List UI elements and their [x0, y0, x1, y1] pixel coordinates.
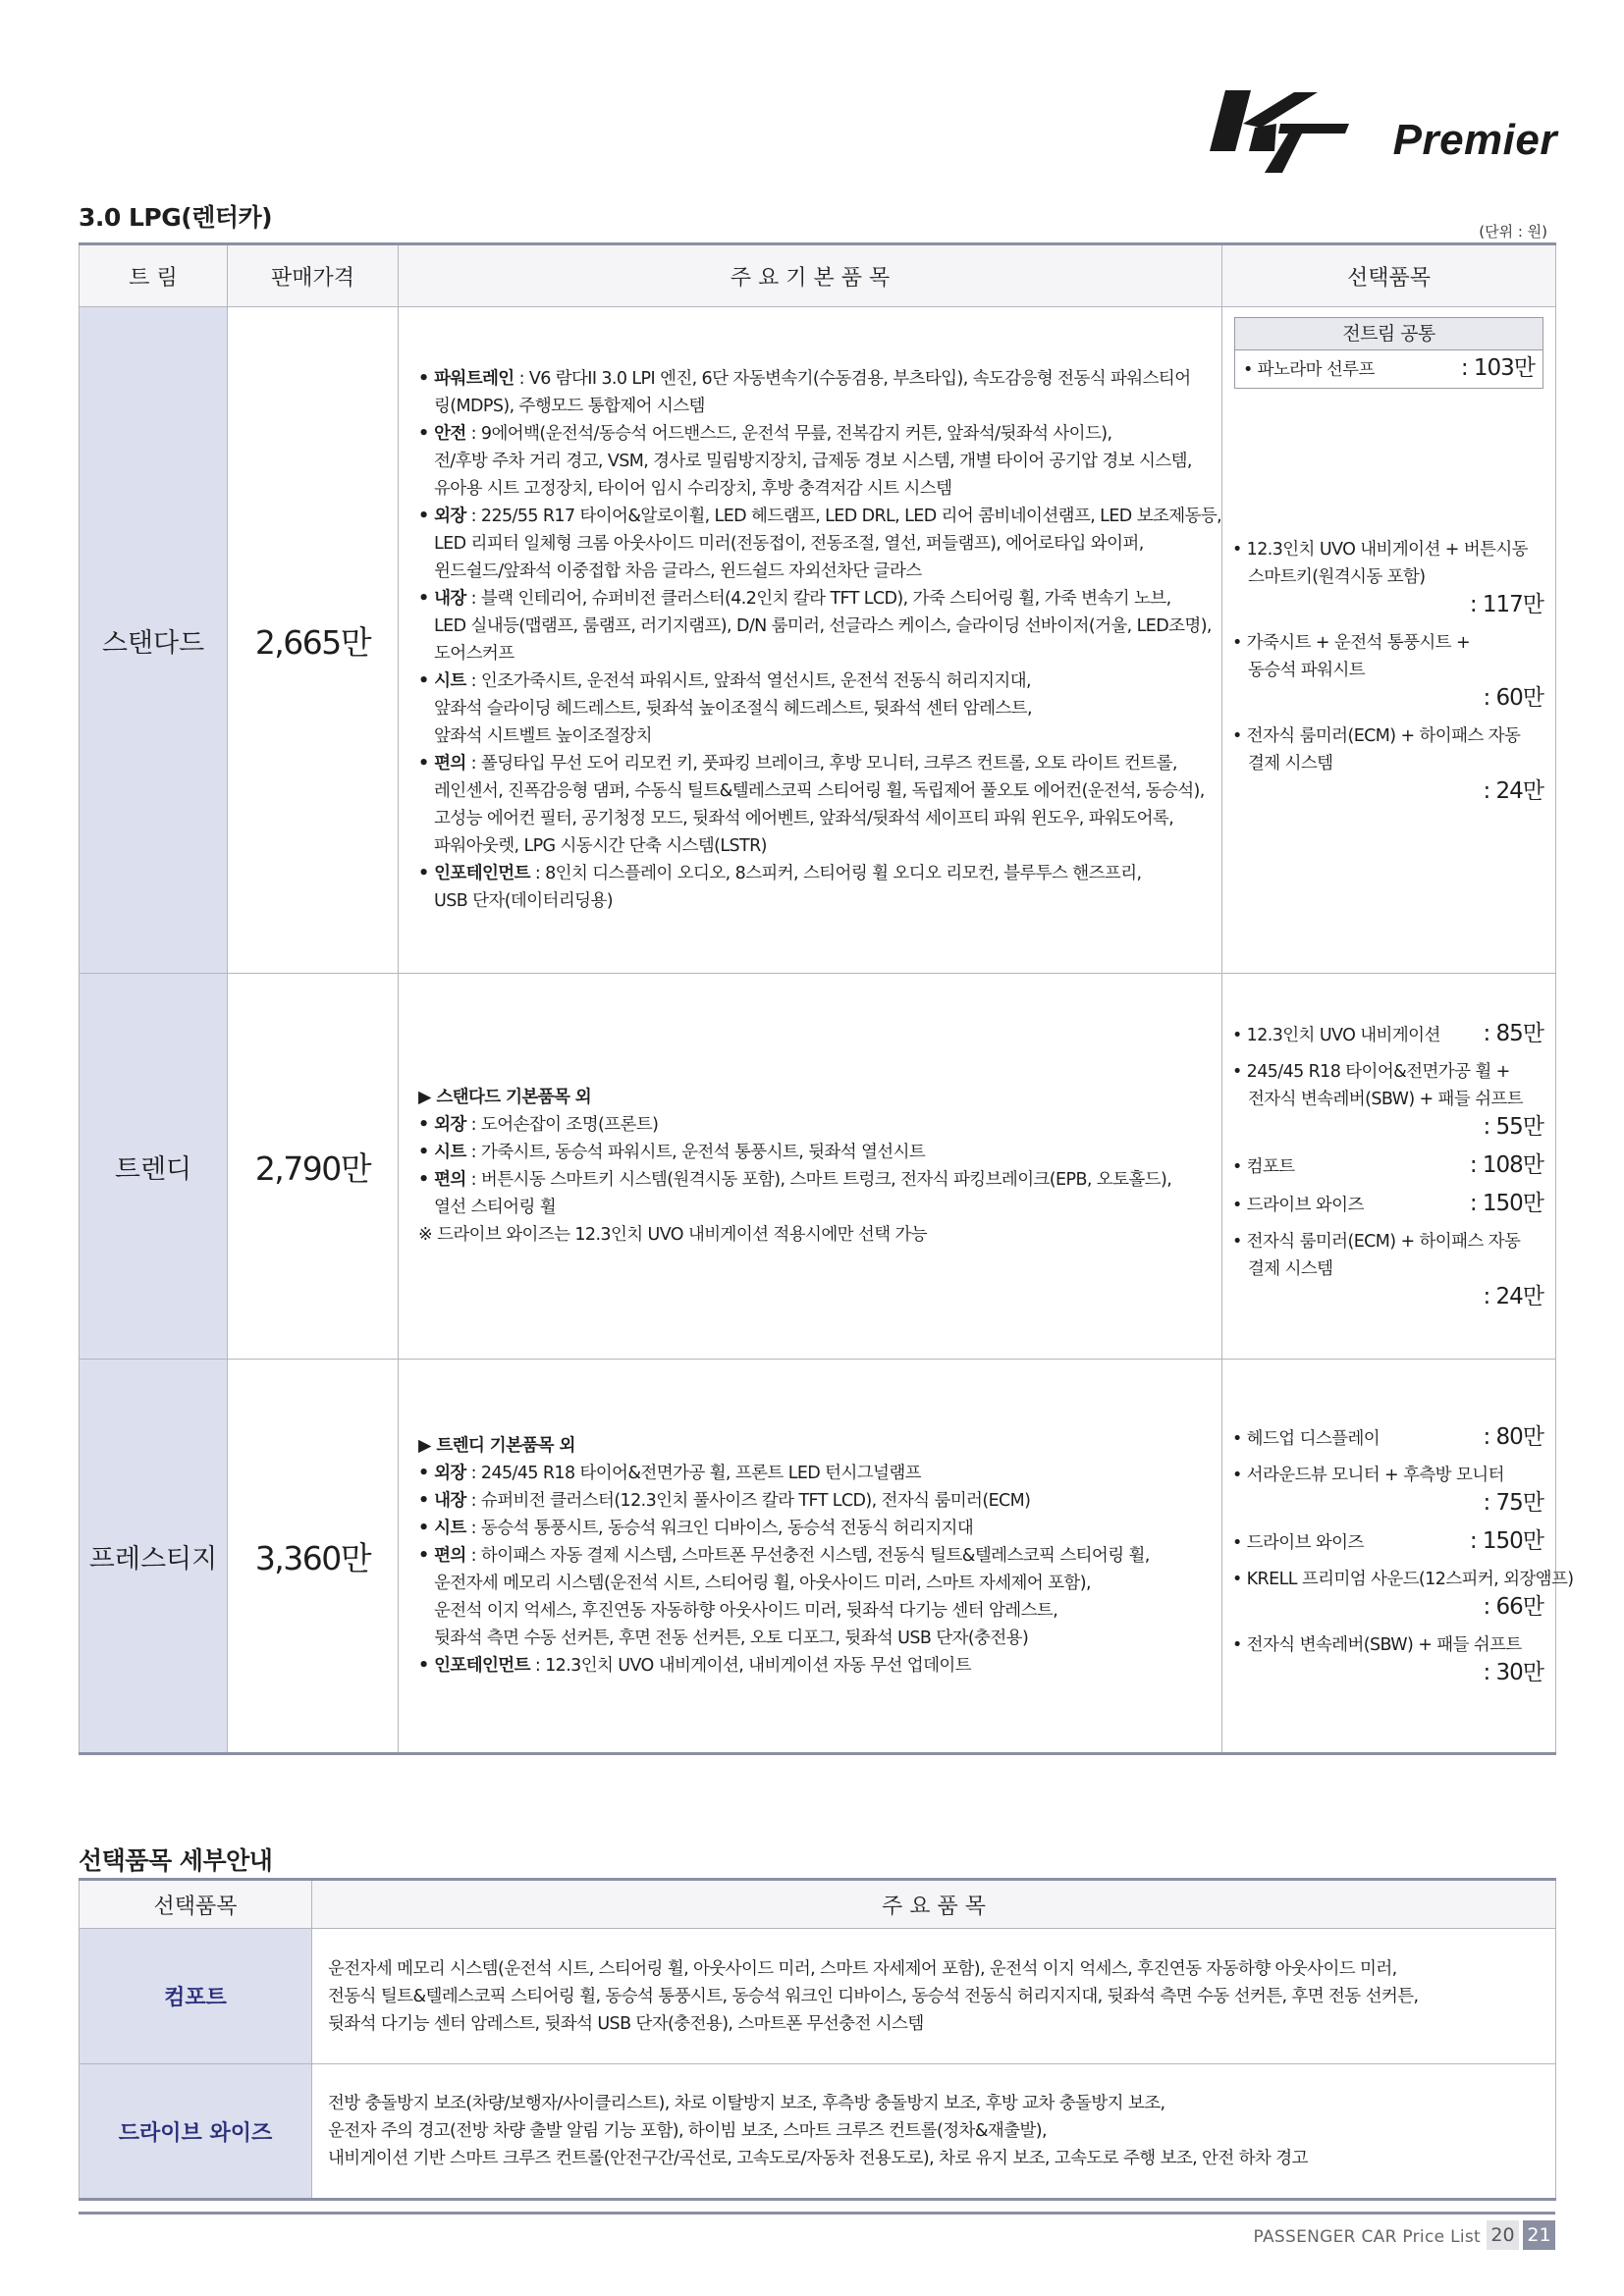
option-line [1232, 1527, 1543, 1557]
option-name: 드라이브 와이즈 [80, 2064, 312, 2200]
feature-line [418, 860, 1212, 887]
option-label: • 전자식 룸미러(ECM) + 하이패스 자동 [1232, 726, 1521, 746]
k7-premier-logo [1204, 84, 1557, 175]
table-row [80, 974, 1556, 1360]
option-description [312, 1929, 1556, 2064]
feature-text: : 9에어백(운전석/동승석 어드밴스드, 운전석 무릎, 전복감지 커튼, 앞좌석/뒷좌석 사이드), [465, 424, 1112, 444]
option-list [1222, 307, 1556, 974]
feature-text: : 8인치 디스플레이 오디오, 8스피커, 스티어링 휠 오디오 리모컨, 블루투스 핸즈프리, [529, 864, 1142, 883]
common-option-price: : 103만 [1460, 355, 1535, 381]
feature-line: USB 단자(데이터리딩용) [434, 891, 613, 911]
option-price: : 108만 [1469, 1152, 1543, 1178]
option-label: • 전자식 룸미러(ECM) + 하이패스 자동 [1232, 1232, 1521, 1252]
option-item [1232, 1020, 1543, 1049]
feature-line [418, 1487, 1212, 1515]
option-label: • 12.3인치 UVO 내비게이션 [1232, 1026, 1440, 1045]
detail-section-title: 선택품목 세부안내 [79, 1846, 273, 1875]
feature-line: 뒷좌석 측면 수동 선커튼, 후면 전동 선커튼, 오토 디포그, 뒷좌석 USB 단자(충전용) [434, 1629, 1029, 1648]
header-price: 판매가격 [228, 244, 399, 307]
description-line: 전동식 틸트&텔레스코픽 스티어링 휠, 동승석 통풍시트, 동승석 워크인 디바이스, 동승석 전동식 허리지지대, 뒷좌석 측면 수동 선커튼, 후면 전동 선커튼, [328, 1986, 1419, 2006]
feature-line: LED 실내등(맵램프, 룸램프, 러기지램프), D/N 룸미러, 선글라스 케이스, 슬라이딩 선바이저(거울, LED조명), [434, 616, 1212, 636]
feature-line: 앞좌석 슬라이딩 헤드레스트, 뒷좌석 높이조절식 헤드레스트, 뒷좌석 센터 암레스트, [434, 699, 1032, 719]
option-label: 스마트키(원격시동 포함) [1248, 567, 1426, 587]
feature-line [418, 585, 1212, 613]
option-label: • 헤드업 디스플레이 [1232, 1429, 1380, 1449]
header-option-name: 선택품목 [80, 1880, 312, 1929]
option-label: 결제 시스템 [1248, 754, 1333, 774]
price-table [79, 242, 1574, 1755]
table-row [80, 2064, 1556, 2200]
description-line: 뒷좌석 다기능 센터 암레스트, 뒷좌석 USB 단자(충전용), 스마트폰 무선충전 시스템 [328, 2013, 924, 2034]
feature-line [418, 503, 1222, 530]
feature-line: 고성능 에어컨 필터, 공기청정 모드, 뒷좌석 에어벤트, 앞좌석/뒷좌석 세이프티 파워 윈도우, 파워도어록, [434, 809, 1174, 828]
header-options: 선택품목 [1222, 244, 1556, 307]
feature-text: : 12.3인치 UVO 내비게이션, 내비게이션 자동 무선 업데이트 [529, 1656, 971, 1676]
feature-category: • 시트 [418, 1519, 466, 1538]
feature-line: 열선 스티어링 휠 [434, 1198, 557, 1217]
feature-text: : 슈퍼비전 클러스터(12.3인치 풀사이즈 칼라 TFT LCD), 전자식 룸미러(ECM) [465, 1491, 1031, 1511]
feature-line: 운전석 이지 억세스, 후진연동 자동하향 아웃사이드 미러, 뒷좌석 다기능 센터 암레스트, [434, 1601, 1058, 1621]
option-item [1232, 629, 1543, 714]
logo-wordmark: Premier [1392, 116, 1557, 164]
feature-category: • 편의 [418, 754, 466, 774]
option-item [1232, 1151, 1543, 1181]
option-label: • 전자식 변속레버(SBW) + 패들 쉬프트 [1232, 1635, 1522, 1655]
option-item [1232, 1527, 1543, 1557]
feature-text: : 하이패스 자동 결제 시스템, 스마트폰 무선충전 시스템, 전동식 틸트&텔레스코픽 스티어링 휠, [465, 1546, 1150, 1566]
feature-category: • 편의 [418, 1170, 466, 1190]
trim-price: 2,665만 [228, 307, 399, 974]
option-price: : 60만 [1483, 685, 1543, 711]
feature-text: : 도어손잡이 조명(프론트) [465, 1115, 659, 1135]
option-price-line [1232, 684, 1543, 714]
option-label: • 컴포트 [1232, 1157, 1295, 1177]
option-label: • 드라이브 와이즈 [1232, 1196, 1364, 1215]
option-description [312, 2064, 1556, 2200]
table-row [80, 1929, 1556, 2064]
option-price: : 24만 [1483, 1284, 1543, 1309]
description-line: 내비게이션 기반 스마트 크루즈 컨트롤(안전구간/곡선로, 고속도로/자동차 전용도로), 차로 유지 보조, 고속도로 주행 보조, 안전 하차 경고 [328, 2149, 1308, 2168]
option-price-line [1232, 591, 1543, 620]
feature-line [418, 1166, 1212, 1194]
feature-category: • 인포테인먼트 [418, 1656, 530, 1676]
table-row [80, 1360, 1556, 1754]
feature-line: 윈드쉴드/앞좌석 이중접합 차음 글라스, 윈드쉴드 자외선차단 글라스 [434, 561, 922, 581]
option-item [1232, 1423, 1543, 1453]
option-line [1232, 1020, 1543, 1049]
feature-line [418, 1652, 1212, 1680]
option-line [1232, 1423, 1543, 1453]
description-line: 운전자 주의 경고(전방 차량 출발 알림 기능 포함), 하이빔 보조, 스마트 크루즈 컨트롤(정차&재출발), [328, 2121, 1047, 2141]
feature-text: : 버튼시동 스마트키 시스템(원격시동 포함), 스마트 트렁크, 전자식 파킹브레이크(EPB, 오토홀드), [465, 1170, 1172, 1190]
option-item [1232, 1462, 1543, 1519]
feature-category: • 파워트레인 [418, 369, 514, 389]
feature-line [418, 365, 1212, 393]
option-item [1232, 1228, 1543, 1312]
option-list [1222, 974, 1556, 1360]
option-price: : 150만 [1469, 1191, 1543, 1216]
feature-list [399, 1360, 1222, 1754]
option-items [1232, 1423, 1574, 1688]
option-name: 컴포트 [80, 1929, 312, 2064]
detail-table-header [80, 1880, 1556, 1929]
feature-category: • 외장 [418, 507, 466, 526]
header-option-items: 주 요 품 목 [312, 1880, 1556, 1929]
option-price: : 80만 [1483, 1424, 1543, 1450]
feature-line: 앞좌석 시트벨트 높이조절장치 [434, 726, 652, 746]
feature-line: 레인센서, 진폭감응형 댐퍼, 수동식 틸트&텔레스코픽 스티어링 휠, 독립제어 풀오토 에어컨(운전석, 동승석), [434, 781, 1205, 801]
feature-category: ▶ 스탠다드 기본품목 외 [418, 1088, 592, 1107]
option-price-line [1232, 1489, 1543, 1519]
option-items [1232, 1020, 1543, 1312]
option-price-line [1232, 1659, 1543, 1688]
feature-category: • 내장 [418, 1491, 466, 1511]
common-option-box [1234, 317, 1543, 389]
option-item [1232, 1058, 1543, 1143]
option-price: : 150만 [1469, 1528, 1543, 1554]
feature-line: 운전자세 메모리 시스템(운전석 시트, 스티어링 휠, 아웃사이드 미러, 스마트 자세제어 포함), [434, 1574, 1091, 1593]
header-features: 주 요 기 본 품 목 [399, 244, 1222, 307]
trim-price: 2,790만 [228, 974, 399, 1360]
feature-line [418, 667, 1212, 695]
feature-line: 유아용 시트 고정장치, 타이어 임시 수리장치, 후방 충격저감 시트 시스템 [434, 479, 952, 499]
trim-name: 프레스티지 [80, 1360, 228, 1754]
feature-line [418, 1084, 1212, 1111]
feature-text: : 가죽시트, 동승석 파워시트, 운전석 통풍시트, 뒷좌석 열선시트 [465, 1143, 926, 1162]
feature-line [418, 1111, 1212, 1139]
feature-text: : 225/55 R17 타이어&알로이휠, LED 헤드램프, LED DRL, LED 리어 콤비네이션램프, LED 보조제동등, [465, 507, 1222, 526]
section-title: 3.0 LPG(렌터카) [79, 203, 273, 232]
option-price-line [1232, 1283, 1543, 1312]
option-price: : 85만 [1483, 1021, 1543, 1046]
option-label: • 가죽시트 + 운전석 통풍시트 + [1232, 633, 1471, 653]
option-items [1232, 536, 1543, 807]
header-trim: 트 림 [80, 244, 228, 307]
option-price-line [1232, 777, 1543, 807]
feature-list [399, 974, 1222, 1360]
feature-text: : 블랙 인테리어, 슈퍼비전 클러스터(4.2인치 칼라 TFT LCD), 가죽 스티어링 휠, 가죽 변속기 노브, [465, 589, 1171, 609]
option-price-line [1232, 1113, 1543, 1143]
option-detail-table [79, 1878, 1556, 2201]
feature-line [418, 750, 1212, 777]
feature-text: : 인조가죽시트, 운전석 파워시트, 앞좌석 열선시트, 운전석 전동식 허리지지대, [465, 671, 1031, 691]
price-table-header [80, 244, 1556, 307]
option-list [1222, 1360, 1574, 1754]
option-item [1232, 1631, 1543, 1688]
description-line: 전방 충돌방지 보조(차량/보행자/사이클리스트), 차로 이탈방지 보조, 후측방 충돌방지 보조, 후방 교차 충돌방지 보조, [328, 2094, 1165, 2113]
option-line [1232, 1190, 1543, 1219]
trim-name: 스탠다드 [80, 307, 228, 974]
feature-category: • 내장 [418, 589, 466, 609]
option-price: : 117만 [1469, 592, 1543, 617]
option-price: : 24만 [1483, 778, 1543, 804]
option-item [1232, 1566, 1574, 1623]
feature-list [399, 307, 1222, 974]
feature-line [418, 1432, 1212, 1460]
feature-category: ▶ 트렌디 기본품목 외 [418, 1436, 575, 1456]
feature-category: • 시트 [418, 671, 466, 691]
option-price: : 75만 [1483, 1490, 1543, 1516]
k7-logo-mark-icon [1204, 84, 1351, 175]
feature-line: LED 리피터 일체형 크롬 아웃사이드 미러(전동접이, 전동조절, 열선, 퍼들램프), 에어로타입 와이퍼, [434, 534, 1144, 554]
option-line [1232, 1151, 1543, 1181]
footer-divider [79, 2212, 1555, 2215]
option-label: • 245/45 R18 타이어&전면가공 휠 + [1232, 1062, 1510, 1082]
common-option-item: • 파노라마 선루프 [1243, 360, 1375, 380]
feature-line: 전/후방 주차 거리 경고, VSM, 경사로 밀림방지장치, 급제동 경보 시스템, 개별 타이어 공기압 경보 시스템, [434, 452, 1192, 471]
option-price: : 30만 [1483, 1660, 1543, 1685]
feature-text: : 폴딩타입 무선 도어 리모컨 키, 풋파킹 브레이크, 후방 모니터, 크루즈 컨트롤, 오토 라이트 컨트롤, [465, 754, 1177, 774]
table-row [80, 307, 1556, 974]
feature-category: • 시트 [418, 1143, 466, 1162]
option-label: • 드라이브 와이즈 [1232, 1533, 1364, 1553]
feature-line [418, 1139, 1212, 1166]
feature-category: • 외장 [418, 1115, 466, 1135]
feature-text: : 245/45 R18 타이어&전면가공 휠, 프론트 LED 턴시그널램프 [465, 1464, 921, 1483]
feature-line [418, 1542, 1212, 1570]
feature-category: • 편의 [418, 1546, 466, 1566]
option-label: 동승석 파워시트 [1248, 661, 1366, 680]
option-item [1232, 1190, 1543, 1219]
page-number-right: 21 [1523, 2220, 1555, 2250]
unit-label: (단위 : 원) [1479, 223, 1547, 240]
option-label: 전자식 변속레버(SBW) + 패들 쉬프트 [1248, 1090, 1524, 1109]
feature-line: 도어스커프 [434, 644, 514, 664]
feature-category: • 인포테인먼트 [418, 864, 530, 883]
option-item [1232, 536, 1543, 620]
common-option-label: 전트림 공통 [1235, 318, 1543, 350]
trim-price: 3,360만 [228, 1360, 399, 1754]
description-line: 운전자세 메모리 시스템(운전석 시트, 스티어링 휠, 아웃사이드 미러, 스마트 자세제어 포함), 운전석 이지 억세스, 후진연동 자동하향 아웃사이드 미러, [328, 1958, 1397, 1979]
feature-category: • 안전 [418, 424, 466, 444]
trim-name: 트렌디 [80, 974, 228, 1360]
footer-title: PASSENGER CAR Price List [1253, 2227, 1481, 2247]
option-price-line [1232, 1593, 1543, 1623]
feature-text: : V6 람다II 3.0 LPI 엔진, 6단 자동변속기(수동겸용, 부츠타입), 속도감응형 전동식 파워스티어 [514, 369, 1191, 389]
option-label: • 서라운드뷰 모니터 + 후측방 모니터 [1232, 1466, 1504, 1485]
page-number-left: 20 [1487, 2220, 1519, 2250]
option-item [1232, 722, 1543, 807]
feature-line [418, 420, 1212, 448]
feature-line: 파워아웃렛, LPG 시동시간 단축 시스템(LSTR) [434, 836, 767, 856]
option-label: 결제 시스템 [1248, 1259, 1333, 1279]
option-price: : 66만 [1483, 1594, 1543, 1620]
feature-text: : 동승석 통풍시트, 동승석 워크인 디바이스, 동승석 전동식 허리지지대 [465, 1519, 974, 1538]
feature-line: 링(MDPS), 주행모드 통합제어 시스템 [434, 397, 705, 416]
option-label: • 12.3인치 UVO 내비게이션 + 버튼시동 [1232, 540, 1528, 560]
feature-note: ※ 드라이브 와이즈는 12.3인치 UVO 내비게이션 적용시에만 선택 가능 [418, 1225, 928, 1245]
option-label: • KRELL 프리미엄 사운드(12스피커, 외장앰프) [1232, 1570, 1574, 1589]
feature-line [418, 1515, 1212, 1542]
feature-line [418, 1460, 1212, 1487]
feature-category: • 외장 [418, 1464, 466, 1483]
option-price: : 55만 [1483, 1114, 1543, 1140]
